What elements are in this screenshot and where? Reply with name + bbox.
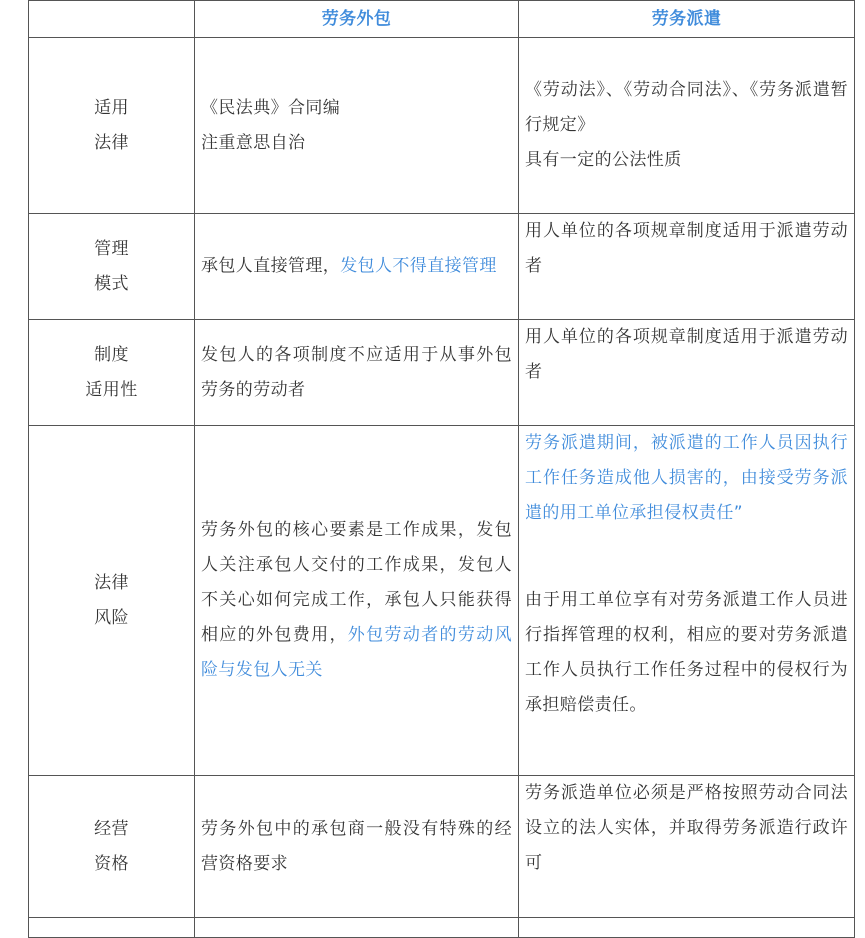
row-label-line-2: 法律: [94, 132, 129, 153]
table-row-legal-risk: [29, 426, 855, 776]
dispatch-text-line: 具有一定的公法性质: [525, 150, 682, 170]
row-label: [29, 320, 195, 426]
header-empty-cell: [29, 1, 195, 38]
outsourcing-cell: [195, 320, 519, 426]
cutoff-cell: [519, 918, 855, 938]
row-label-line-1: 管理: [94, 238, 129, 259]
row-label-line-1: 适用: [94, 97, 129, 118]
row-label-line-1: 经营: [94, 818, 129, 839]
dispatch-text: 用人单位的各项规章制度适用于派遣劳动者: [525, 221, 848, 276]
row-label: [29, 38, 195, 214]
dispatch-text: 由于用工单位享有对劳务派遣工作人员进行指挥管理的权利，相应的要对劳务派遣工作人员执行工作任务过程中的侵权行为承担赔偿责任。: [525, 590, 848, 715]
row-label: [29, 776, 195, 918]
header-outsourcing: 劳务外包: [195, 1, 519, 38]
table-row-applicable-law: [29, 38, 855, 214]
outsourcing-cell: [195, 38, 519, 214]
cutoff-cell: [195, 918, 519, 938]
outsourcing-text-line: 《民法典》合同编: [201, 97, 341, 118]
dispatch-cell: [519, 38, 855, 214]
dispatch-highlight-text: 劳务派遣期间，被派遣的工作人员因执行工作任务造成他人损害的，由接受劳务派遣的用工单位承担侵权责任”: [525, 433, 848, 523]
comparison-table-wrapper: [28, 0, 854, 938]
outsourcing-text: 发包人的各项制度不应适用于从事外包劳务的劳动者: [201, 344, 512, 400]
dispatch-cell: [519, 320, 855, 426]
outsourcing-text: 劳务外包中的承包商一般没有特殊的经营资格要求: [201, 818, 512, 874]
row-label-line-1: 法律: [94, 572, 129, 593]
row-label: [29, 426, 195, 776]
header-dispatch: 劳务派遣: [519, 1, 855, 38]
dispatch-cell: [519, 214, 855, 320]
outsourcing-cell: [195, 426, 519, 776]
outsourcing-text: 劳务外包的核心要素是工作成果，发包人关注承包人交付的工作成果，发包人不关心如何完成工作，承包人只能获得相应的外包费用，: [201, 520, 512, 645]
dispatch-text: 劳务派造单位必须是严格按照劳动合同法设立的法人实体，并取得劳务派造行政许可: [525, 783, 848, 873]
row-label-line-2: 风险: [94, 607, 129, 628]
outsourcing-highlight-text: 发包人不得直接管理: [340, 256, 497, 276]
table-row-business-qualification: [29, 776, 855, 918]
outsourcing-text: 承包人直接管理，: [201, 256, 341, 276]
dispatch-cell: [519, 426, 855, 776]
table-row-management-mode: [29, 214, 855, 320]
row-label-line-2: 模式: [94, 273, 129, 294]
row-label-line-2: 适用性: [85, 379, 138, 400]
outsourcing-highlight-text: 外包劳动者的劳动风险与发包人无关: [201, 625, 512, 680]
table-row-system-applicability: [29, 320, 855, 426]
table-row-cutoff: [29, 918, 855, 938]
row-label-line-2: 资格: [94, 853, 129, 874]
header-row: [29, 1, 855, 38]
outsourcing-text-line: 注重意思自治: [201, 132, 306, 153]
dispatch-cell: [519, 776, 855, 918]
outsourcing-cell: [195, 776, 519, 918]
cutoff-cell: [29, 918, 195, 938]
paragraph-gap: [525, 531, 848, 583]
row-label: [29, 214, 195, 320]
outsourcing-cell: [195, 214, 519, 320]
dispatch-text: 用人单位的各项规章制度适用于派遣劳动者: [525, 327, 848, 382]
row-label-line-1: 制度: [94, 344, 129, 365]
comparison-table: [28, 0, 855, 938]
dispatch-text-line: 《劳动法》、《劳动合同法》、《劳务派遣暂行规定》: [525, 80, 848, 135]
